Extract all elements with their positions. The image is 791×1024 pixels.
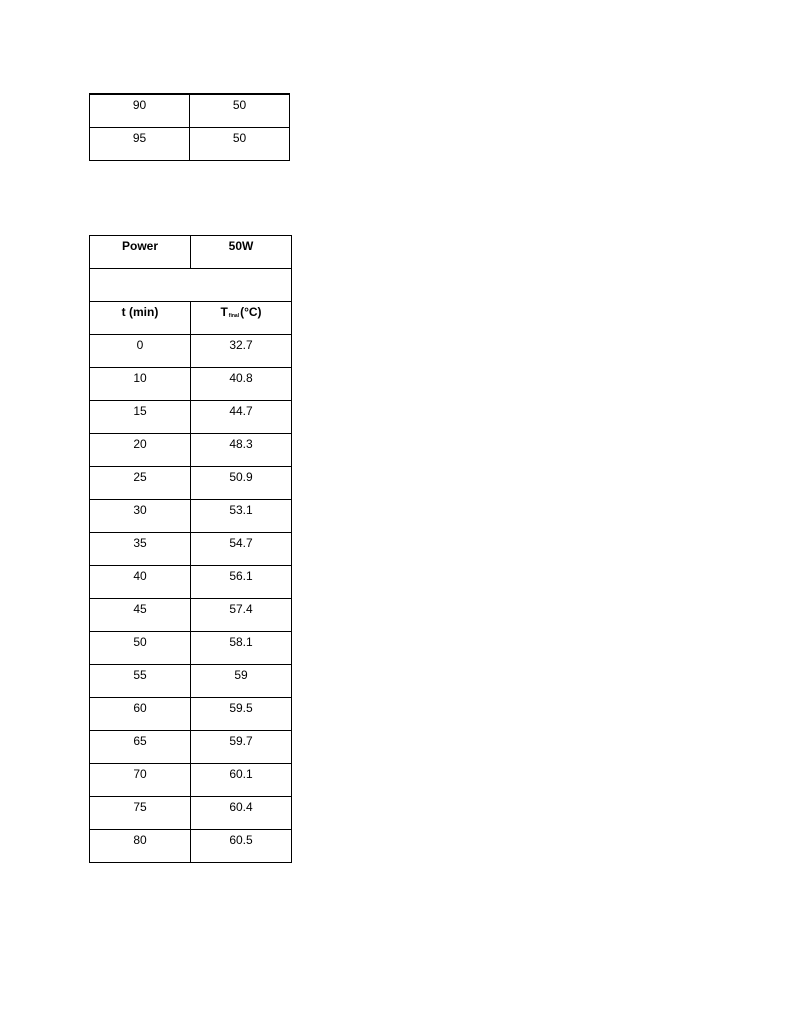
power-header-row <box>90 236 292 269</box>
time-cell: 20 <box>90 434 191 467</box>
table-row <box>90 467 292 500</box>
power-value-cell: 50W <box>191 236 292 269</box>
time-cell: 70 <box>90 764 191 797</box>
table-row <box>90 127 290 160</box>
time-cell: 65 <box>90 731 191 764</box>
table-row <box>90 797 292 830</box>
temp-unit: (°C) <box>240 305 262 319</box>
table-row <box>90 698 292 731</box>
table-row <box>90 566 292 599</box>
time-cell: 45 <box>90 599 191 632</box>
time-cell: 35 <box>90 533 191 566</box>
time-cell: 25 <box>90 467 191 500</box>
table-row <box>90 335 292 368</box>
temperature-cell: 60.1 <box>191 764 292 797</box>
temperature-cell: 53.1 <box>191 500 292 533</box>
temperature-cell: 56.1 <box>191 566 292 599</box>
temperature-cell: 60.5 <box>191 830 292 863</box>
blank-cell <box>90 269 292 302</box>
value-cell: 50 <box>190 94 290 127</box>
table-row <box>90 434 292 467</box>
table-row <box>90 731 292 764</box>
temperature-cell: 59 <box>191 665 292 698</box>
temperature-cell: 40.8 <box>191 368 292 401</box>
power-label-cell: Power <box>90 236 191 269</box>
time-cell: 80 <box>90 830 191 863</box>
blank-spacer-row <box>90 269 292 302</box>
table-row <box>90 94 290 127</box>
time-cell: 55 <box>90 665 191 698</box>
time-cell: 50 <box>90 632 191 665</box>
time-column-header: t (min) <box>90 302 191 335</box>
temperature-cell: 59.5 <box>191 698 292 731</box>
temp-symbol: T <box>220 305 228 319</box>
temperature-cell: 57.4 <box>191 599 292 632</box>
temperature-cell: 44.7 <box>191 401 292 434</box>
table-row <box>90 500 292 533</box>
time-cell: 75 <box>90 797 191 830</box>
temperature-cell: 58.1 <box>191 632 292 665</box>
temp-subscript: final <box>228 313 240 319</box>
time-cell: 15 <box>90 401 191 434</box>
continuation-data-table <box>89 93 290 161</box>
time-cell: 60 <box>90 698 191 731</box>
table-row <box>90 665 292 698</box>
table-row <box>90 632 292 665</box>
table-row <box>90 830 292 863</box>
table-row <box>90 368 292 401</box>
table-row <box>90 764 292 797</box>
time-cell: 40 <box>90 566 191 599</box>
temperature-column-header <box>191 302 292 335</box>
time-cell: 10 <box>90 368 191 401</box>
temperature-cell: 50.9 <box>191 467 292 500</box>
time-cell: 95 <box>90 127 190 160</box>
value-cell: 50 <box>190 127 290 160</box>
temperature-cell: 54.7 <box>191 533 292 566</box>
time-cell: 30 <box>90 500 191 533</box>
time-cell: 0 <box>90 335 191 368</box>
continuation-table-body <box>90 94 290 160</box>
column-header-row <box>90 302 292 335</box>
power-temperature-table <box>89 235 292 863</box>
temperature-cell: 48.3 <box>191 434 292 467</box>
temperature-cell: 60.4 <box>191 797 292 830</box>
table-row <box>90 599 292 632</box>
table-row <box>90 401 292 434</box>
temperature-cell: 59.7 <box>191 731 292 764</box>
temperature-cell: 32.7 <box>191 335 292 368</box>
power-table-body <box>90 236 292 863</box>
time-cell: 90 <box>90 94 190 127</box>
table-row <box>90 533 292 566</box>
